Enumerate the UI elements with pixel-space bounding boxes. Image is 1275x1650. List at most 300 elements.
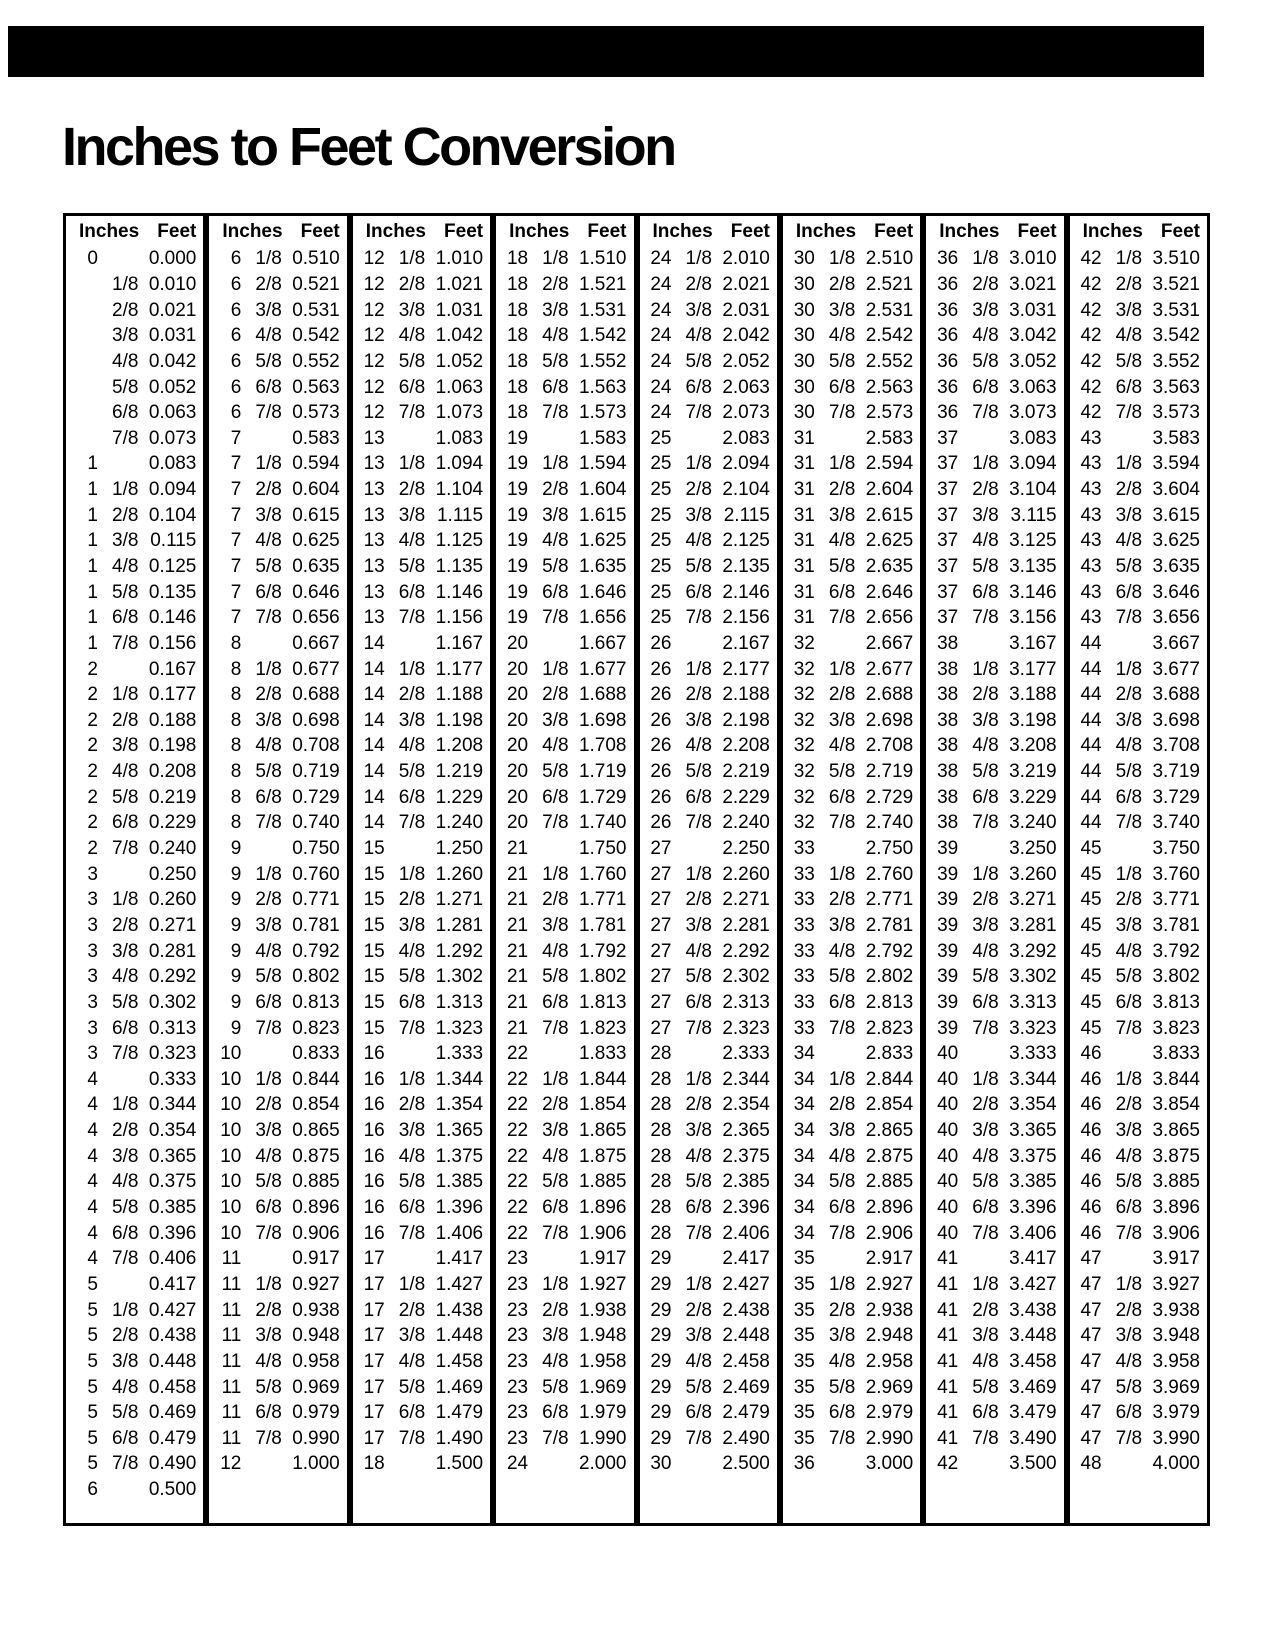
inches-fraction: 7/8 xyxy=(1115,402,1143,424)
inches-fraction: 4/8 xyxy=(685,325,712,347)
inches-whole: 33 xyxy=(793,914,815,936)
page-title: Inches to Feet Conversion xyxy=(62,117,675,177)
inches-fraction: 2/8 xyxy=(828,273,856,295)
table-row xyxy=(353,374,490,400)
feet-value: 0.396 xyxy=(148,1222,197,1244)
inches-whole: 23 xyxy=(506,1299,529,1321)
feet-value: 2.667 xyxy=(865,632,914,654)
table-row xyxy=(926,554,1063,580)
feet-value: 3.667 xyxy=(1152,632,1200,654)
inches-whole: 34 xyxy=(793,1068,815,1090)
feet-value: 0.375 xyxy=(148,1171,197,1193)
inches-fraction: 3/8 xyxy=(1115,1325,1143,1347)
inches-whole: 16 xyxy=(363,1145,385,1167)
inches-whole: 37 xyxy=(937,504,959,526)
feet-value: 2.510 xyxy=(865,248,914,270)
table-row xyxy=(1070,708,1207,734)
feet-value: 1.708 xyxy=(578,735,627,757)
table-row xyxy=(496,733,633,759)
inches-fraction: 4/8 xyxy=(1115,530,1143,552)
inches-fraction: 6/8 xyxy=(112,607,139,629)
inches-whole: 35 xyxy=(793,1427,815,1449)
table-row xyxy=(926,784,1063,810)
table-row xyxy=(353,1272,490,1298)
table-row xyxy=(1070,887,1207,913)
inches-fraction: 2/8 xyxy=(828,684,856,706)
feet-value: 2.531 xyxy=(865,299,914,321)
inches-fraction: 2/8 xyxy=(972,273,999,295)
feet-value: 2.552 xyxy=(865,350,914,372)
table-row xyxy=(640,425,777,451)
table-row xyxy=(926,272,1063,298)
feet-value: 0.990 xyxy=(292,1427,340,1449)
inches-whole: 43 xyxy=(1080,504,1102,526)
table-row xyxy=(640,1118,777,1144)
feet-value: 1.083 xyxy=(435,427,484,449)
feet-value: 3.865 xyxy=(1152,1120,1200,1142)
feet-value: 2.365 xyxy=(722,1120,770,1142)
inches-fraction: 2/8 xyxy=(255,479,282,501)
inches-whole: 38 xyxy=(937,684,959,706)
feet-value: 1.010 xyxy=(435,248,484,270)
feet-value: 1.969 xyxy=(578,1376,627,1398)
table-row xyxy=(66,579,203,605)
inches-whole: 29 xyxy=(650,1299,672,1321)
feet-value: 3.677 xyxy=(1152,658,1200,680)
inches-fraction: 6/8 xyxy=(1115,1402,1143,1424)
inches-whole: 47 xyxy=(1080,1299,1102,1321)
table-row xyxy=(640,477,777,503)
inches-fraction: 5/8 xyxy=(398,761,426,783)
inches-fraction: 3/8 xyxy=(685,709,712,731)
inches-fraction: 5/8 xyxy=(1115,966,1143,988)
feet-value: 2.802 xyxy=(865,966,914,988)
inches-fraction: 2/8 xyxy=(398,273,426,295)
feet-value: 1.792 xyxy=(578,940,627,962)
inches-whole: 22 xyxy=(506,1068,529,1090)
feet-value: 2.115 xyxy=(723,504,770,526)
inches-fraction: 3/8 xyxy=(255,1120,282,1142)
feet-value: 2.021 xyxy=(722,273,770,295)
feet-value: 0.083 xyxy=(148,453,197,475)
feet-value: 2.865 xyxy=(865,1120,914,1142)
inches-whole: 19 xyxy=(506,581,529,603)
feet-value: 3.063 xyxy=(1009,376,1057,398)
table-row xyxy=(640,502,777,528)
inches-whole: 1 xyxy=(87,607,98,629)
table-row xyxy=(1070,990,1207,1016)
table-row xyxy=(66,297,203,323)
feet-value: 1.229 xyxy=(435,786,484,808)
table-row xyxy=(66,1195,203,1221)
table-row xyxy=(1070,579,1207,605)
inches-whole: 32 xyxy=(793,658,815,680)
inches-fraction: 1/8 xyxy=(972,453,999,475)
table-row xyxy=(66,1297,203,1323)
inches-whole: 16 xyxy=(363,1120,385,1142)
inches-whole: 34 xyxy=(793,1145,815,1167)
feet-value: 2.854 xyxy=(865,1094,914,1116)
table-row xyxy=(1070,1297,1207,1323)
inches-whole: 19 xyxy=(506,607,529,629)
inches-whole: 34 xyxy=(793,1222,815,1244)
inches-fraction: 5/8 xyxy=(972,350,999,372)
table-row xyxy=(209,1092,346,1118)
inches-fraction: 5/8 xyxy=(685,350,712,372)
inches-whole: 1 xyxy=(87,556,98,577)
inches-whole: 30 xyxy=(650,1453,672,1475)
inches-whole: 20 xyxy=(506,812,529,834)
feet-value: 2.458 xyxy=(722,1350,770,1372)
inches-fraction: 1/8 xyxy=(828,1273,856,1295)
inches-whole: 46 xyxy=(1080,1222,1102,1244)
inches-fraction: 2/8 xyxy=(1115,1299,1143,1321)
table-row xyxy=(496,374,633,400)
inches-fraction: 2/8 xyxy=(542,273,569,295)
inches-whole: 23 xyxy=(506,1376,529,1398)
feet-value: 3.635 xyxy=(1152,556,1200,577)
feet-value: 3.052 xyxy=(1009,350,1057,372)
inches-fraction: 2/8 xyxy=(1115,684,1143,706)
table-row xyxy=(1070,272,1207,298)
inches-fraction: 6/8 xyxy=(542,1197,569,1219)
inches-fraction: 7/8 xyxy=(972,1222,999,1244)
inches-whole: 26 xyxy=(650,761,672,783)
feet-value: 1.063 xyxy=(435,376,484,398)
feet-value: 3.781 xyxy=(1152,914,1200,936)
inches-fraction: 7/8 xyxy=(1115,1222,1143,1244)
table-row xyxy=(926,1297,1063,1323)
inches-whole: 6 xyxy=(230,248,242,270)
inches-fraction: 7/8 xyxy=(255,812,282,834)
feet-value: 0.844 xyxy=(292,1068,340,1090)
table-row xyxy=(640,1067,777,1093)
feet-value: 2.313 xyxy=(722,991,770,1013)
feet-value: 1.917 xyxy=(578,1248,627,1270)
table-row xyxy=(496,1297,633,1323)
feet-value: 0.000 xyxy=(148,248,197,270)
table-row xyxy=(783,1323,920,1349)
table-row xyxy=(926,1425,1063,1451)
inches-fraction: 6/8 xyxy=(255,376,282,398)
table-row xyxy=(640,528,777,554)
inches-whole: 33 xyxy=(793,863,815,885)
inches-fraction: 1/8 xyxy=(972,1273,999,1295)
inches-fraction: 1/8 xyxy=(828,863,856,885)
feet-value: 3.542 xyxy=(1152,325,1200,347)
inches-fraction: 4/8 xyxy=(255,530,282,552)
table-row xyxy=(1070,323,1207,349)
table-row xyxy=(640,554,777,580)
feet-value: 0.469 xyxy=(148,1402,197,1424)
inches-fraction: 4/8 xyxy=(972,530,999,552)
table-row xyxy=(640,708,777,734)
table-row xyxy=(209,682,346,708)
inches-whole: 8 xyxy=(230,658,242,680)
table-row xyxy=(496,708,633,734)
table-row xyxy=(783,1349,920,1375)
feet-value: 3.500 xyxy=(1009,1453,1057,1475)
inches-fraction: 5/8 xyxy=(685,556,712,577)
table-row xyxy=(496,887,633,913)
table-row xyxy=(209,1451,346,1477)
inches-whole: 4 xyxy=(87,1248,98,1270)
inches-whole: 4 xyxy=(87,1120,98,1142)
inches-whole: 31 xyxy=(793,607,815,629)
feet-value: 1.729 xyxy=(578,786,627,808)
inches-whole: 40 xyxy=(937,1094,959,1116)
feet-value: 0.531 xyxy=(292,299,340,321)
inches-fraction: 6/8 xyxy=(398,376,426,398)
table-row xyxy=(353,1246,490,1272)
table-row xyxy=(1070,1015,1207,1041)
inches-whole: 27 xyxy=(650,889,672,911)
inches-whole: 10 xyxy=(220,1068,242,1090)
inches-whole: 30 xyxy=(793,325,815,347)
table-row xyxy=(496,528,633,554)
inches-whole: 18 xyxy=(506,350,529,372)
inches-whole: 28 xyxy=(650,1222,672,1244)
inches-fraction: 5/8 xyxy=(972,966,999,988)
table-row xyxy=(640,1297,777,1323)
table-row xyxy=(926,1169,1063,1195)
feet-value: 2.146 xyxy=(722,581,770,603)
feet-value: 1.281 xyxy=(435,914,484,936)
inches-whole: 12 xyxy=(363,273,385,295)
table-row xyxy=(209,1169,346,1195)
inches-fraction: 7/8 xyxy=(972,1017,999,1039)
feet-value: 3.802 xyxy=(1152,966,1200,988)
table-row xyxy=(926,1272,1063,1298)
table-row xyxy=(1070,1220,1207,1246)
inches-fraction: 2/8 xyxy=(685,479,712,501)
inches-whole: 4 xyxy=(87,1094,98,1116)
table-row xyxy=(783,1220,920,1246)
feet-value: 0.552 xyxy=(292,350,340,372)
inches-fraction: 2/8 xyxy=(972,889,999,911)
table-row xyxy=(926,1451,1063,1477)
inches-whole: 8 xyxy=(230,761,242,783)
table-row xyxy=(640,631,777,657)
inches-whole: 6 xyxy=(230,273,242,295)
table-row xyxy=(1070,1349,1207,1375)
table-row xyxy=(209,1272,346,1298)
inches-whole: 24 xyxy=(650,402,672,424)
feet-value: 0.063 xyxy=(148,402,197,424)
inches-fraction: 1/8 xyxy=(828,1068,856,1090)
feet-value: 2.073 xyxy=(722,402,770,424)
feet-value: 0.010 xyxy=(148,273,197,295)
feet-value: 1.094 xyxy=(435,453,484,475)
table-row xyxy=(926,1118,1063,1144)
table-row xyxy=(209,938,346,964)
feet-value: 3.927 xyxy=(1152,1273,1200,1295)
inches-whole: 7 xyxy=(230,607,242,629)
inches-whole: 23 xyxy=(506,1427,529,1449)
table-row xyxy=(496,451,633,477)
table-row xyxy=(209,1297,346,1323)
inches-fraction: 5/8 xyxy=(972,761,999,783)
inches-whole: 44 xyxy=(1080,684,1102,706)
feet-value: 3.115 xyxy=(1010,504,1057,526)
feet-value: 3.479 xyxy=(1009,1402,1057,1424)
inches-fraction: 7/8 xyxy=(685,812,712,834)
inches-fraction: 2/8 xyxy=(828,889,856,911)
feet-value: 2.990 xyxy=(865,1427,914,1449)
inches-fraction: 2/8 xyxy=(972,1299,999,1321)
inches-fraction: 6/8 xyxy=(1115,376,1143,398)
inches-fraction: 7/8 xyxy=(255,1222,282,1244)
inches-fraction: 6/8 xyxy=(828,991,856,1013)
inches-fraction: 6/8 xyxy=(972,376,999,398)
table-row xyxy=(783,990,920,1016)
table-row xyxy=(1070,1323,1207,1349)
inches-whole: 15 xyxy=(363,889,385,911)
feet-value: 3.792 xyxy=(1152,940,1200,962)
feet-value: 3.938 xyxy=(1152,1299,1200,1321)
inches-whole: 5 xyxy=(87,1299,98,1321)
table-row xyxy=(66,759,203,785)
feet-value: 2.646 xyxy=(865,581,914,603)
feet-value: 3.229 xyxy=(1009,786,1057,808)
inches-whole: 9 xyxy=(230,940,242,962)
inches-whole: 23 xyxy=(506,1350,529,1372)
feet-value: 1.344 xyxy=(435,1068,484,1090)
table-row xyxy=(640,1349,777,1375)
inches-whole: 27 xyxy=(650,838,672,860)
feet-value: 2.844 xyxy=(865,1068,914,1090)
inches-whole: 30 xyxy=(793,273,815,295)
table-row xyxy=(66,861,203,887)
column-group-5 xyxy=(637,213,780,1526)
inches-whole: 34 xyxy=(793,1120,815,1142)
table-row xyxy=(66,1143,203,1169)
table-row xyxy=(496,631,633,657)
table-row xyxy=(66,1451,203,1477)
inches-fraction: 1/8 xyxy=(1115,1273,1143,1295)
table-row xyxy=(1070,425,1207,451)
inches-whole: 12 xyxy=(363,402,385,424)
inches-fraction: 7/8 xyxy=(112,1043,139,1065)
feet-value: 2.094 xyxy=(722,453,770,475)
table-row xyxy=(209,631,346,657)
inches-whole: 18 xyxy=(506,299,529,321)
table-row xyxy=(209,990,346,1016)
table-row xyxy=(66,1272,203,1298)
inches-fraction: 1/8 xyxy=(542,1273,569,1295)
table-row xyxy=(783,349,920,375)
feet-value: 3.917 xyxy=(1152,1248,1200,1270)
table-row xyxy=(640,272,777,298)
feet-value: 1.958 xyxy=(578,1350,627,1372)
inches-whole: 15 xyxy=(363,863,385,885)
feet-value: 1.021 xyxy=(435,273,484,295)
table-row xyxy=(209,374,346,400)
inches-whole: 13 xyxy=(363,530,385,552)
table-row xyxy=(496,1272,633,1298)
inches-whole: 12 xyxy=(220,1453,242,1475)
inches-whole: 31 xyxy=(793,581,815,603)
table-row xyxy=(496,1015,633,1041)
feet-value: 3.604 xyxy=(1152,479,1200,501)
feet-value: 2.031 xyxy=(722,299,770,321)
inches-whole: 2 xyxy=(87,812,98,834)
table-row xyxy=(209,1143,346,1169)
inches-whole: 40 xyxy=(937,1171,959,1193)
inches-whole: 2 xyxy=(87,709,98,731)
inches-fraction: 5/8 xyxy=(398,556,426,577)
table-row xyxy=(66,1169,203,1195)
table-row xyxy=(209,887,346,913)
inches-fraction: 4/8 xyxy=(1115,325,1143,347)
inches-whole: 17 xyxy=(363,1299,385,1321)
table-row xyxy=(640,1400,777,1426)
table-row xyxy=(66,1374,203,1400)
inches-whole: 38 xyxy=(937,812,959,834)
table-row xyxy=(926,1015,1063,1041)
inches-fraction: 5/8 xyxy=(398,1376,426,1398)
inches-fraction: 1/8 xyxy=(685,658,712,680)
feet-value: 3.198 xyxy=(1009,709,1057,731)
feet-value: 0.333 xyxy=(148,1068,197,1090)
inches-fraction: 2/8 xyxy=(255,684,282,706)
feet-value: 0.875 xyxy=(292,1145,340,1167)
inches-whole: 19 xyxy=(506,479,529,501)
inches-whole: 40 xyxy=(937,1120,959,1142)
feet-value: 1.458 xyxy=(435,1350,484,1372)
table-row xyxy=(496,1425,633,1451)
feet-value: 1.354 xyxy=(435,1094,484,1116)
feet-value: 0.573 xyxy=(292,402,340,424)
inches-fraction: 4/8 xyxy=(685,735,712,757)
table-row xyxy=(640,1041,777,1067)
inches-fraction: 5/8 xyxy=(1115,556,1143,577)
table-row xyxy=(209,477,346,503)
feet-value: 0.969 xyxy=(292,1376,340,1398)
inches-whole: 27 xyxy=(650,863,672,885)
table-row xyxy=(66,656,203,682)
table-row xyxy=(66,913,203,939)
table-row xyxy=(496,502,633,528)
table-row xyxy=(496,759,633,785)
inches-whole: 35 xyxy=(793,1402,815,1424)
feet-value: 0.115 xyxy=(150,530,197,552)
table-row xyxy=(640,810,777,836)
inches-fraction: 1/8 xyxy=(972,658,999,680)
table-row xyxy=(66,400,203,426)
inches-whole: 32 xyxy=(793,735,815,757)
inches-whole: 33 xyxy=(793,966,815,988)
feet-value: 3.854 xyxy=(1152,1094,1200,1116)
table-row xyxy=(496,605,633,631)
inches-whole: 44 xyxy=(1080,761,1102,783)
inches-whole: 40 xyxy=(937,1043,959,1065)
table-row xyxy=(66,1425,203,1451)
inches-whole: 40 xyxy=(937,1197,959,1219)
feet-value: 3.948 xyxy=(1152,1325,1200,1347)
table-row xyxy=(209,784,346,810)
inches-whole: 24 xyxy=(650,299,672,321)
inches-fraction: 5/8 xyxy=(112,376,139,398)
feet-value: 3.240 xyxy=(1009,812,1057,834)
table-row xyxy=(353,1323,490,1349)
table-row xyxy=(209,861,346,887)
inches-whole: 19 xyxy=(506,427,529,449)
table-row xyxy=(353,477,490,503)
inches-whole: 45 xyxy=(1080,914,1102,936)
inches-whole: 17 xyxy=(363,1376,385,1398)
table-row xyxy=(496,1041,633,1067)
